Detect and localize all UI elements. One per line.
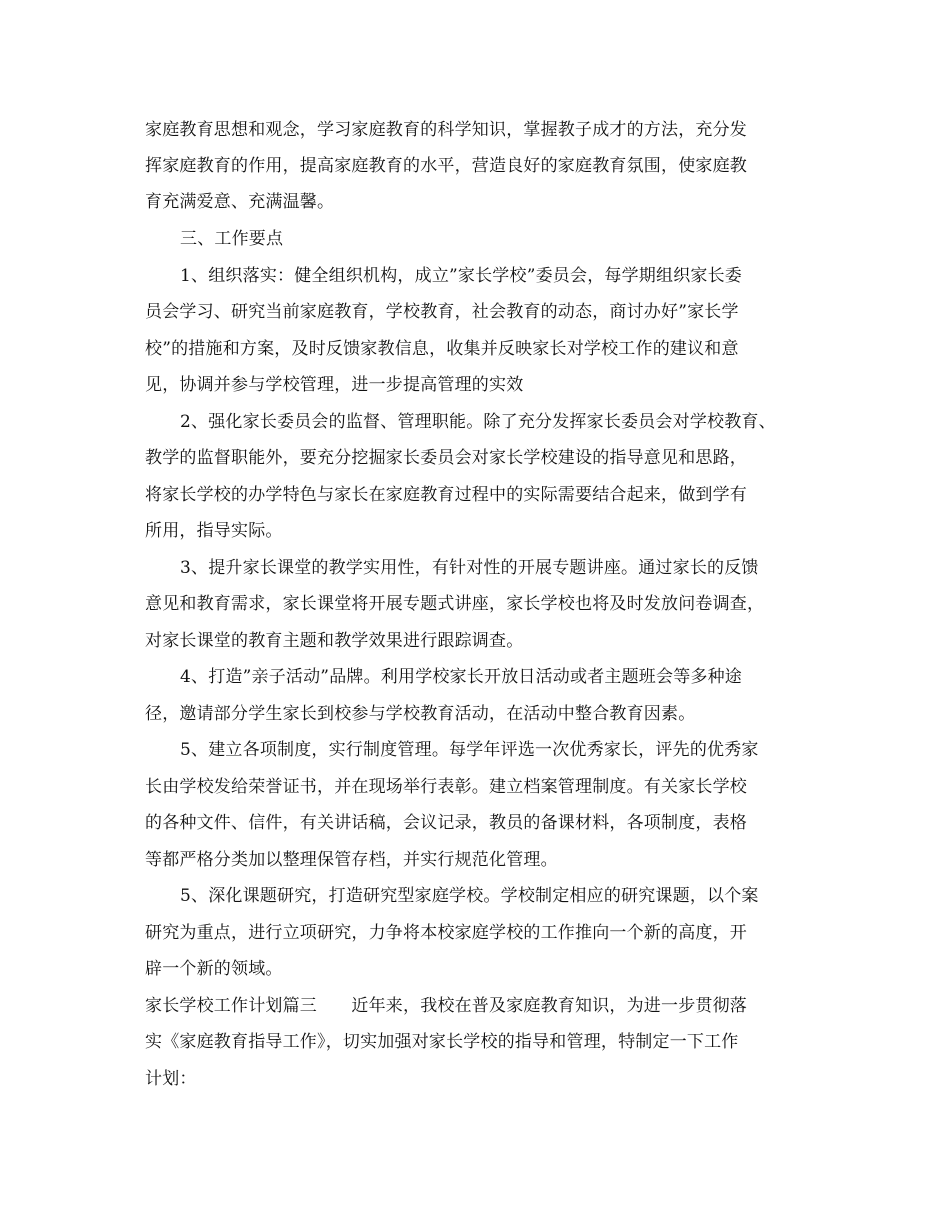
text-line: 所用，指导实际。 [145, 521, 283, 541]
text-line: 育充满爱意、充满温馨。 [145, 192, 335, 212]
section-heading: 三、工作要点 [180, 229, 284, 249]
text-line: 辟一个新的领域。 [145, 959, 283, 979]
text-line: 研究为重点，进行立项研究，力争将本校家庭学校的工作推向一个新的高度，开 [145, 923, 747, 943]
text-line: 挥家庭教育的作用，提高家庭教育的水平，营造良好的家庭教育氛围，使家庭教 [145, 156, 747, 176]
text-line: 1、组织落实：健全组织机构，成立”家长学校”委员会，每学期组织家长委 [180, 266, 742, 286]
text-line: 实《家庭教育指导工作》，切实加强对家长学校的指导和管理，特制定一下工作 [145, 1032, 739, 1052]
text-line: 教学的监督职能外，要充分挖掘家长委员会对家长学校建设的指导意见和思路， [145, 448, 747, 468]
text-line: 对家长课堂的教育主题和教学效果进行跟踪调查。 [145, 631, 524, 651]
text-line: 的各种文件、信件，有关讲话稿，会议记录，教员的备课材料，各项制度，表格 [145, 813, 747, 833]
text-line: 员会学习、研究当前家庭教育，学校教育，社会教育的动态，商讨办好”家长学 [145, 302, 739, 322]
text-line: 5、深化课题研究，打造研究型家庭学校。学校制定相应的研究课题，以个案 [180, 886, 759, 906]
text-line: 家长学校工作计划篇三 近年来，我校在普及家庭教育知识，为进一步贯彻落 [145, 996, 747, 1016]
text-line: 意见和教育需求，家长课堂将开展专题式讲座，家长学校也将及时发放问卷调查， [145, 594, 765, 614]
text-line: 5、建立各项制度，实行制度管理。每学年评选一次优秀家长，评先的优秀家 [180, 740, 759, 760]
text-line: 2、强化家长委员会的监督、管理职能。除了充分发挥家长委员会对学校教育、 [180, 412, 776, 432]
text-line: 等都严格分类加以整理保管存档，并实行规范化管理。 [145, 850, 558, 870]
text-line: 4、打造”亲子活动”品牌。利用学校家长开放日活动或者主题班会等多种途 [180, 667, 742, 687]
text-line: 家庭教育思想和观念，学习家庭教育的科学知识，掌握教子成才的方法，充分发 [145, 120, 747, 140]
text-line: 长由学校发给荣誉证书，并在现场举行表彰。建立档案管理制度。有关家长学校 [145, 777, 747, 797]
text-line: 计划： [145, 1069, 197, 1089]
text-line: 3、提升家长课堂的教学实用性，有针对性的开展专题讲座。通过家长的反馈 [180, 558, 759, 578]
text-line: 校”的措施和方案，及时反馈家教信息，收集并反映家长对学校工作的建议和意 [145, 339, 739, 359]
text-line: 将家长学校的办学特色与家长在家庭教育过程中的实际需要结合起来，做到学有 [145, 485, 747, 505]
text-line: 见，协调并参与学校管理，进一步提高管理的实效 [145, 375, 524, 395]
text-line: 径，邀请部分学生家长到校参与学校教育活动，在活动中整合教育因素。 [145, 704, 696, 724]
